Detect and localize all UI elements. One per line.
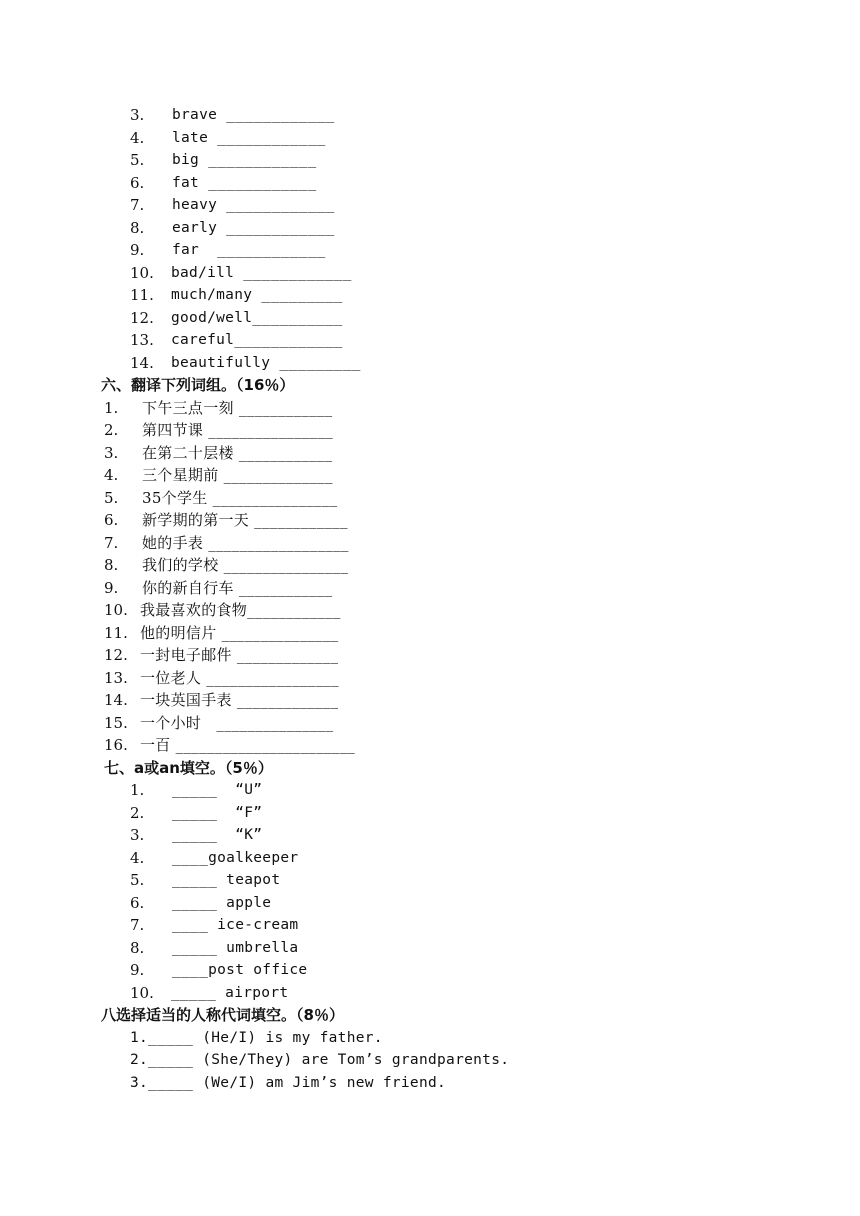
list-item	[0, 194, 860, 217]
item-number: 13.	[104, 668, 128, 687]
list-item	[0, 959, 860, 982]
item-number: 3.	[130, 826, 145, 844]
item-number: 14.	[130, 353, 154, 372]
item-number: 5.	[104, 488, 119, 507]
item-text: beautifully _________	[171, 354, 361, 371]
item-text: 一封电子邮件 _____________	[140, 646, 339, 664]
item-number: 8.	[130, 938, 145, 957]
item-number: 3.	[104, 443, 119, 462]
item-number: 4.	[130, 848, 145, 867]
item-text: bad/ill ____________	[171, 264, 352, 281]
list-item	[0, 734, 860, 757]
item-text: 他的明信片 _______________	[140, 623, 339, 642]
list-item	[0, 892, 860, 915]
list-item	[0, 937, 860, 960]
item-number: 10.	[130, 263, 154, 282]
item-text: ____goalkeeper	[172, 849, 299, 866]
item-number: 7.	[104, 533, 119, 552]
list-item	[0, 599, 860, 622]
item-number: 9.	[104, 578, 119, 597]
item-number: 10.	[104, 601, 128, 619]
item-text: good/well__________	[171, 309, 343, 326]
list-item	[0, 127, 860, 150]
list-item	[0, 1049, 860, 1072]
list-item	[0, 554, 860, 577]
section8-list	[0, 1027, 860, 1095]
item-number: 7.	[130, 196, 145, 214]
list-item	[0, 1027, 860, 1050]
list-item	[0, 172, 860, 195]
item-text: big ____________	[172, 152, 317, 168]
item-number: 3.	[130, 106, 145, 124]
list-item	[0, 622, 860, 645]
item-text: 2._____ (She/They) are Tom’s grandparents.	[130, 1052, 510, 1068]
list-item	[0, 847, 860, 870]
list-item	[0, 509, 860, 532]
item-number: 6.	[130, 173, 145, 192]
list-item	[0, 1072, 860, 1095]
section7-title: 七、a或an填空。（5％）	[104, 758, 273, 777]
item-text: 在第二十层楼 ____________	[142, 443, 333, 462]
item-text: 第四节课 ________________	[142, 421, 334, 439]
item-number: 4.	[130, 128, 145, 147]
item-number: 11.	[104, 623, 128, 642]
list-item	[0, 487, 860, 510]
section6-title: 六、翻译下列词组。（16％）	[101, 376, 295, 394]
item-number: 11.	[130, 286, 154, 304]
list-item	[0, 689, 860, 712]
item-text: _____ apple	[172, 894, 272, 911]
list-item	[0, 532, 860, 555]
item-number: 12.	[104, 646, 128, 664]
item-text: _____ teapot	[172, 872, 281, 888]
item-number: 1.	[104, 398, 119, 417]
item-number: 12.	[130, 308, 154, 327]
list-item	[0, 419, 860, 442]
item-number: 6.	[130, 893, 145, 912]
item-text: fat ____________	[172, 174, 317, 191]
list-item	[0, 329, 860, 352]
item-text: 一位老人 _________________	[140, 668, 339, 687]
item-number: 16.	[104, 736, 128, 754]
item-text: _____ airport	[171, 984, 289, 1001]
list-item	[0, 712, 860, 735]
item-text: 你的新自行车 ____________	[142, 578, 333, 597]
item-number: 5.	[130, 151, 145, 169]
item-number: 5.	[130, 871, 145, 889]
section7-list	[0, 779, 860, 1004]
item-text: 35个学生 ________________	[142, 488, 338, 507]
item-number: 13.	[130, 331, 154, 349]
item-text: 一个小时 _______________	[140, 713, 334, 732]
item-number: 4.	[104, 466, 119, 484]
item-text: ____ ice-cream	[172, 917, 299, 933]
list-item	[0, 667, 860, 690]
item-number: 6.	[104, 511, 119, 529]
item-text: 1._____ (He/I) is my father.	[130, 1029, 383, 1046]
list-item	[0, 802, 860, 825]
worksheet-page	[0, 104, 860, 1094]
item-text: ____post office	[172, 962, 308, 978]
item-text: 她的手表 __________________	[142, 533, 349, 552]
item-text: 一块英国手表 _____________	[140, 691, 339, 709]
list-item	[0, 442, 860, 465]
list-item	[0, 397, 860, 420]
list-item	[0, 352, 860, 375]
section6-list	[0, 397, 860, 757]
item-text: _____ umbrella	[172, 939, 299, 956]
item-number: 9.	[130, 241, 145, 259]
item-number: 7.	[130, 916, 145, 934]
item-text: late ____________	[172, 129, 326, 146]
item-number: 2.	[130, 803, 145, 822]
list-item	[0, 779, 860, 802]
list-item	[0, 239, 860, 262]
item-text: 3._____ (We/I) am Jim’s new friend.	[130, 1074, 447, 1091]
item-number: 14.	[104, 691, 128, 709]
item-number: 8.	[130, 218, 145, 237]
item-number: 15.	[104, 713, 128, 732]
list-item	[0, 824, 860, 847]
item-text: _____ “U”	[172, 782, 263, 798]
item-text: careful____________	[171, 332, 343, 348]
item-number: 8.	[104, 556, 119, 574]
item-number: 10.	[130, 983, 154, 1002]
section8-title: 八选择适当的人称代词填空。（8％）	[101, 1006, 344, 1024]
item-text: 我们的学校 ________________	[142, 556, 349, 574]
item-text: far ____________	[172, 242, 326, 258]
list-item	[0, 869, 860, 892]
list-item	[0, 262, 860, 285]
item-text: 下午三点一刻 ____________	[142, 398, 333, 417]
item-text: heavy ____________	[172, 197, 335, 213]
list-item	[0, 644, 860, 667]
list-item	[0, 577, 860, 600]
list-item	[0, 149, 860, 172]
section5-list	[0, 104, 860, 374]
list-item	[0, 284, 860, 307]
item-text: early ____________	[172, 219, 335, 236]
list-item	[0, 982, 860, 1005]
list-item	[0, 307, 860, 330]
item-text: 三个星期前 ______________	[142, 466, 333, 484]
item-text: _____ “K”	[172, 827, 263, 843]
list-item	[0, 217, 860, 240]
item-text: _____ “F”	[172, 804, 263, 821]
list-item	[0, 104, 860, 127]
list-item	[0, 464, 860, 487]
item-number: 1.	[130, 781, 145, 799]
list-item	[0, 914, 860, 937]
item-number: 2.	[104, 421, 119, 439]
item-text: brave ____________	[172, 107, 335, 123]
item-number: 9.	[130, 961, 145, 979]
item-text: much/many _________	[171, 287, 343, 303]
item-text: 我最喜欢的食物____________	[140, 601, 341, 619]
item-text: 新学期的第一天 ____________	[142, 511, 348, 529]
item-text: 一百 _______________________	[140, 736, 356, 754]
